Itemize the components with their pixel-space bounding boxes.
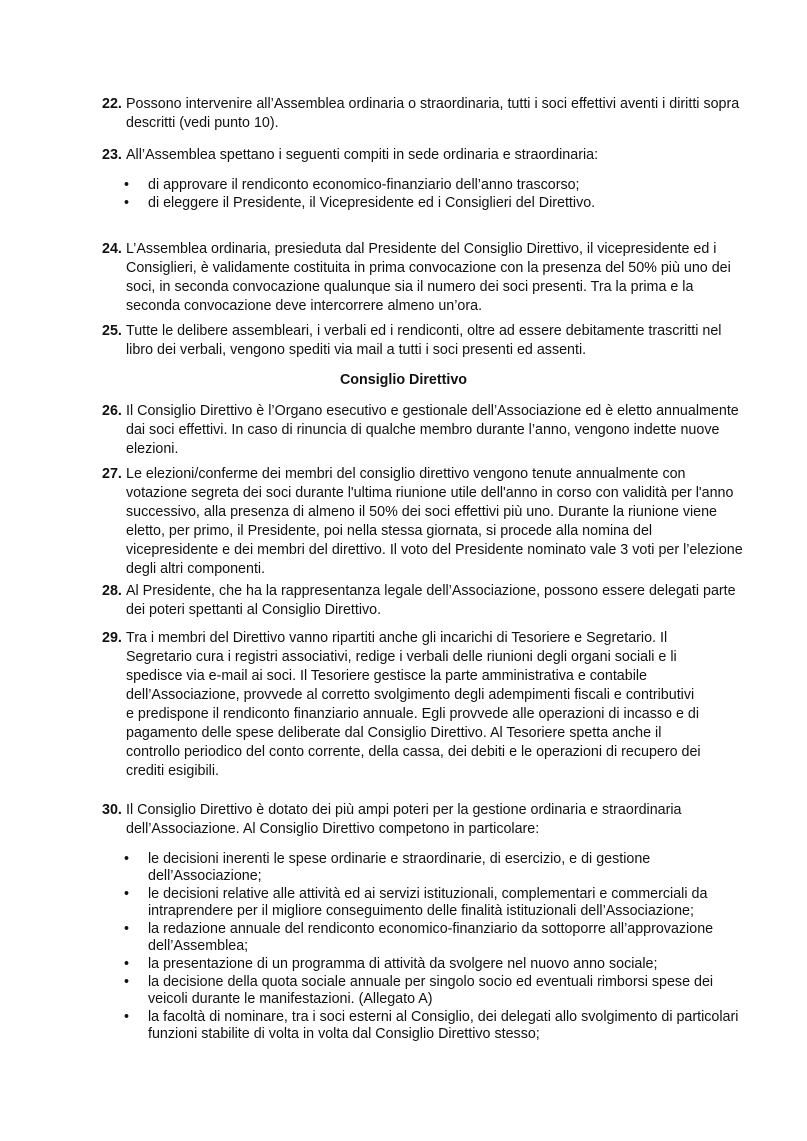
article-number: 27. — [102, 466, 122, 482]
text-line: seconda convocazione deve intercorrere almeno un’ora. — [126, 298, 483, 314]
bullet-icon: • — [124, 886, 130, 902]
text-line: dell’Associazione. Al Consiglio Direttivo competono in particolare: — [126, 821, 540, 837]
text-line: Al Presidente, che ha la rappresentanza legale dell’Associazione, possono essere delegati parte — [126, 583, 736, 599]
text-line: descritti (vedi punto 10). — [126, 115, 279, 131]
bullet-text: veicoli durante le manifestazioni. (Allegato A) — [148, 991, 433, 1007]
bullet-text: la facoltà di nominare, tra i soci esterni al Consiglio, dei delegati allo svolgimento di particolari — [148, 1009, 739, 1025]
text-line: soci, in seconda convocazione qualunque sia il numero dei soci presenti. Tra la prima e la — [126, 279, 694, 295]
text-line: Segretario cura i registri associativi, redige i verbali delle riunioni degli organi sociali e li — [126, 649, 677, 665]
text-line: All’Assemblea spettano i seguenti compiti in sede ordinaria e straordinaria: — [126, 147, 599, 163]
bullet-icon: • — [124, 956, 130, 972]
bullet-text: le decisioni relative alle attività ed ai servizi istituzionali, complementari e commerciali da — [148, 886, 708, 902]
text-line: dai soci effettivi. In caso di rinuncia di qualche membro durante l’anno, vengono indette nuove — [126, 422, 720, 438]
text-line: Il Consiglio Direttivo è l’Organo esecutivo e gestionale dell’Associazione ed è eletto annualmente — [126, 403, 739, 419]
article-number: 29. — [102, 630, 122, 646]
text-line: libro dei verbali, vengono spediti via mail a tutti i soci presenti ed assenti. — [126, 342, 587, 358]
article-number: 30. — [102, 802, 122, 818]
text-line: dei poteri spettanti al Consiglio Direttivo. — [126, 602, 382, 618]
article-number: 26. — [102, 403, 122, 419]
bullet-text: la redazione annuale del rendiconto economico-finanziario da sottoporre all’approvazione — [148, 921, 714, 937]
text-line: crediti esigibili. — [126, 763, 219, 779]
bullet-icon: • — [124, 195, 130, 211]
section-heading: Consiglio Direttivo — [339, 372, 468, 388]
article-number: 23. — [102, 147, 122, 163]
article-number: 28. — [102, 583, 122, 599]
bullet-text: di eleggere il Presidente, il Vicepresidente ed i Consiglieri del Direttivo. — [148, 195, 596, 211]
article-number: 24. — [102, 241, 122, 257]
text-line: Il Consiglio Direttivo è dotato dei più ampi poteri per la gestione ordinaria e straordinaria — [126, 802, 682, 818]
bullet-text: la presentazione di un programma di attività da svolgere nel nuovo anno sociale; — [148, 956, 658, 972]
bullet-icon: • — [124, 851, 130, 867]
bullet-icon: • — [124, 974, 130, 990]
article-number: 22. — [102, 96, 122, 112]
text-line: controllo periodico del conto corrente, della cassa, dei debiti e le operazioni di recupero dei — [126, 744, 701, 760]
bullet-text: di approvare il rendiconto economico-finanziario dell’anno trascorso; — [148, 177, 580, 193]
text-line: votazione segreta dei soci durante l'ultima riunione utile dell'anno in corso con validità per l'anno — [126, 485, 734, 501]
text-line: Possono intervenire all’Assemblea ordinaria o straordinaria, tutti i soci effettivi aventi i diritti sopra — [126, 96, 740, 112]
text-line: Consiglieri, è validamente costituita in prima convocazione con la presenza del 50% più uno dei — [126, 260, 731, 276]
bullet-text: le decisioni inerenti le spese ordinarie e straordinarie, di esercizio, e di gestione — [148, 851, 651, 867]
text-line: e predispone il rendiconto finanziario annuale. Egli provvede alle operazioni di incasso e di — [126, 706, 700, 722]
text-line: vicepresidente e dei membri del direttivo. Il voto del Presidente nominato vale 3 voti per l’elezione — [126, 542, 743, 558]
bullet-text: intraprendere per il migliore conseguimento delle finalità istituzionali dell’Associazione; — [148, 903, 694, 919]
text-line: spedisce via e-mail ai soci. Il Tesoriere gestisce la parte amministrativa e contabile — [126, 668, 648, 684]
text-line: elezioni. — [126, 441, 179, 457]
text-line: successivo, alla presenza di almeno il 50% dei soci effettivi più uno. Durante la riunione viene — [126, 504, 718, 520]
text-line: eletto, per primo, il Presidente, poi nella stessa giornata, si procede alla nomina del — [126, 523, 653, 539]
bullet-icon: • — [124, 921, 130, 937]
bullet-icon: • — [124, 1009, 130, 1025]
bullet-text: funzioni stabilite di volta in volta dal Consiglio Direttivo stesso; — [148, 1026, 540, 1042]
text-line: degli altri componenti. — [126, 561, 266, 577]
text-line: pagamento delle spese deliberate dal Consiglio Direttivo. Al Tesoriere spetta anche il — [126, 725, 662, 741]
text-line: Le elezioni/conferme dei membri del consiglio direttivo vengono tenute annualmente con — [126, 466, 686, 482]
bullet-icon: • — [124, 177, 130, 193]
text-line: Tra i membri del Direttivo vanno ripartiti anche gli incarichi di Tesoriere e Segretario. Il — [126, 630, 668, 646]
bullet-text: dell’Associazione; — [148, 868, 262, 884]
article-number: 25. — [102, 323, 122, 339]
bullet-text: dell’Assemblea; — [148, 938, 249, 954]
text-line: Tutte le delibere assembleari, i verbali ed i rendiconti, oltre ad essere debitamente trascritti nel — [126, 323, 722, 339]
bullet-text: la decisione della quota sociale annuale per singolo socio ed eventuali rimborsi spese dei — [148, 974, 714, 990]
text-line: L’Assemblea ordinaria, presieduta dal Presidente del Consiglio Direttivo, il vicepresidente ed i — [126, 241, 717, 257]
text-line: dell’Associazione, provvede al corretto svolgimento degli adempimenti fiscali e contributivi — [126, 687, 695, 703]
